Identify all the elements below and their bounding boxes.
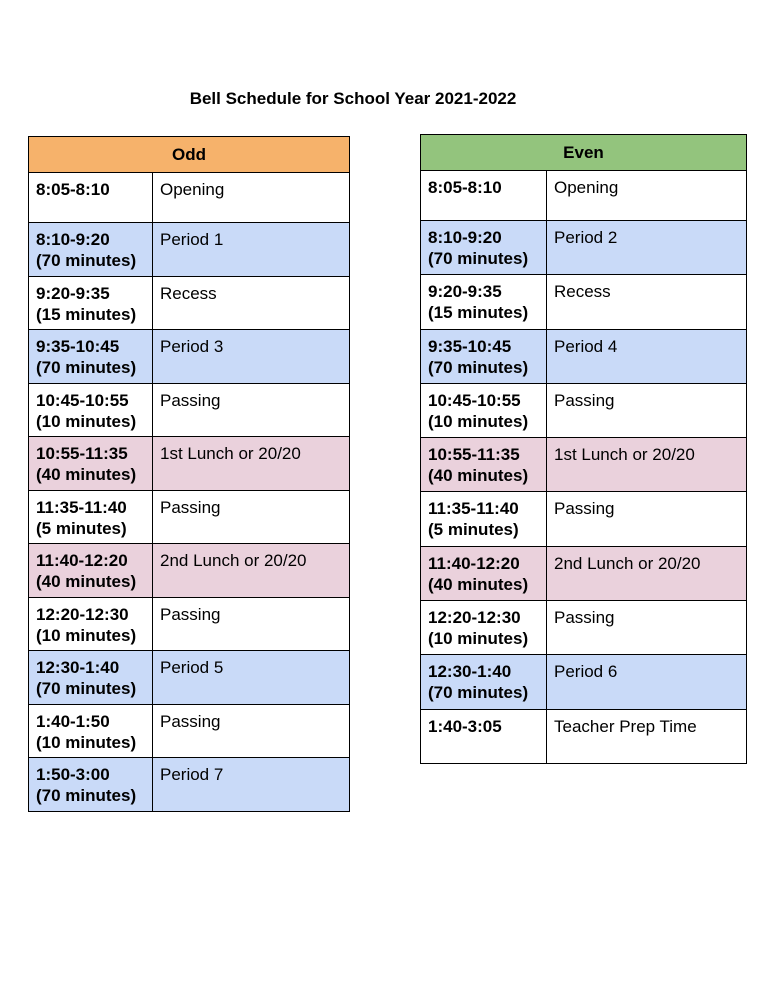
activity-cell: 2nd Lunch or 20/20 <box>547 546 747 600</box>
schedule-row <box>421 655 747 709</box>
activity-cell: Opening <box>547 171 747 221</box>
time-range: 8:10-9:20 <box>36 230 110 249</box>
schedule-row <box>29 383 350 437</box>
time-range: 11:40-12:20 <box>428 553 520 573</box>
duration: (15 minutes) <box>428 303 529 323</box>
schedule-row <box>421 275 747 329</box>
time-range: 11:40-12:20 <box>36 551 128 570</box>
time-range: 9:35-10:45 <box>428 336 512 356</box>
duration: (40 minutes) <box>428 466 529 486</box>
time-cell <box>421 601 547 655</box>
schedule-row <box>29 173 350 223</box>
time-cell <box>29 490 153 544</box>
schedule-row <box>29 651 350 705</box>
schedule-row <box>421 221 747 275</box>
time-cell <box>29 276 153 330</box>
activity-cell: Period 5 <box>153 651 350 705</box>
duration: (40 minutes) <box>428 574 529 594</box>
odd-header: Odd <box>29 137 350 173</box>
schedule-row <box>421 492 747 546</box>
even-schedule-table <box>420 134 747 764</box>
time-cell <box>421 171 547 221</box>
time-cell <box>29 330 153 384</box>
activity-cell: Passing <box>547 601 747 655</box>
duration: (15 minutes) <box>36 304 137 324</box>
activity-cell: Passing <box>153 490 350 544</box>
duration: (40 minutes) <box>36 465 137 484</box>
schedule-row <box>29 704 350 758</box>
time-range: 11:35-11:40 <box>36 497 127 517</box>
duration: (5 minutes) <box>428 520 519 540</box>
time-cell <box>421 221 547 275</box>
time-cell <box>421 383 547 437</box>
duration: (70 minutes) <box>36 251 137 270</box>
schedule-row <box>421 601 747 655</box>
time-cell <box>29 704 153 758</box>
activity-cell: Period 3 <box>153 330 350 384</box>
duration: (70 minutes) <box>428 683 529 703</box>
time-cell <box>29 597 153 651</box>
time-range: 8:05-8:10 <box>428 178 502 197</box>
page-title: Bell Schedule for School Year 2021-2022 <box>189 89 517 108</box>
time-range: 1:40-3:05 <box>428 716 502 736</box>
duration: (70 minutes) <box>428 249 529 268</box>
time-cell <box>421 546 547 600</box>
time-cell <box>29 383 153 437</box>
schedule-row <box>29 544 350 598</box>
activity-cell: 1st Lunch or 20/20 <box>153 437 350 491</box>
duration: (10 minutes) <box>36 732 137 752</box>
activity-cell: Period 1 <box>153 223 350 277</box>
activity-cell: Passing <box>547 383 747 437</box>
activity-cell: Period 6 <box>547 655 747 709</box>
time-range: 12:20-12:30 <box>36 604 129 624</box>
time-range: 10:55-11:35 <box>36 444 128 463</box>
activity-cell: 1st Lunch or 20/20 <box>547 438 747 492</box>
schedule-row <box>29 330 350 384</box>
time-cell <box>421 709 547 763</box>
activity-cell: Period 7 <box>153 758 350 812</box>
activity-cell: Teacher Prep Time <box>547 709 747 763</box>
duration: (10 minutes) <box>428 629 529 649</box>
schedule-row <box>29 758 350 812</box>
even-schedule-body <box>421 171 747 764</box>
activity-cell: Recess <box>153 276 350 330</box>
schedule-row <box>421 709 747 763</box>
time-range: 1:40-1:50 <box>36 711 110 731</box>
schedule-row <box>29 437 350 491</box>
schedule-row <box>29 276 350 330</box>
schedule-row <box>421 171 747 221</box>
odd-schedule-body <box>29 173 350 812</box>
even-header: Even <box>421 135 747 171</box>
time-cell <box>421 329 547 383</box>
time-range: 11:35-11:40 <box>428 499 519 519</box>
duration: (10 minutes) <box>428 411 529 431</box>
activity-cell: Opening <box>153 173 350 223</box>
time-cell <box>421 438 547 492</box>
time-cell <box>29 437 153 491</box>
schedule-row <box>29 597 350 651</box>
time-cell <box>421 492 547 546</box>
schedule-row <box>421 329 747 383</box>
time-range: 12:30-1:40 <box>36 658 120 677</box>
duration: (10 minutes) <box>36 625 137 645</box>
time-cell <box>29 173 153 223</box>
time-range: 9:20-9:35 <box>428 282 502 302</box>
activity-cell: Period 2 <box>547 221 747 275</box>
duration: (70 minutes) <box>36 679 137 698</box>
duration: (70 minutes) <box>428 357 529 377</box>
activity-cell: Passing <box>153 383 350 437</box>
time-range: 10:45-10:55 <box>36 390 129 410</box>
time-range: 1:50-3:00 <box>36 765 110 784</box>
duration: (70 minutes) <box>36 786 137 805</box>
schedule-row <box>421 383 747 437</box>
odd-schedule-table <box>28 136 350 812</box>
duration: (70 minutes) <box>36 358 137 377</box>
time-range: 12:20-12:30 <box>428 608 521 628</box>
time-range: 9:20-9:35 <box>36 283 110 303</box>
activity-cell: Passing <box>153 597 350 651</box>
schedule-row <box>29 490 350 544</box>
time-range: 10:55-11:35 <box>428 445 520 465</box>
schedule-row <box>421 546 747 600</box>
duration: (5 minutes) <box>36 518 127 538</box>
activity-cell: Recess <box>547 275 747 329</box>
time-cell <box>29 544 153 598</box>
time-cell <box>29 651 153 705</box>
activity-cell: Passing <box>153 704 350 758</box>
time-cell <box>29 223 153 277</box>
time-range: 12:30-1:40 <box>428 662 512 682</box>
time-range: 10:45-10:55 <box>428 390 521 410</box>
time-range: 8:05-8:10 <box>36 180 110 199</box>
time-cell <box>29 758 153 812</box>
time-range: 9:35-10:45 <box>36 337 120 356</box>
time-cell <box>421 275 547 329</box>
duration: (10 minutes) <box>36 411 137 431</box>
schedule-row <box>421 438 747 492</box>
activity-cell: Period 4 <box>547 329 747 383</box>
activity-cell: Passing <box>547 492 747 546</box>
duration: (40 minutes) <box>36 572 137 591</box>
schedule-row <box>29 223 350 277</box>
time-cell <box>421 655 547 709</box>
time-range: 8:10-9:20 <box>428 228 502 247</box>
activity-cell: 2nd Lunch or 20/20 <box>153 544 350 598</box>
